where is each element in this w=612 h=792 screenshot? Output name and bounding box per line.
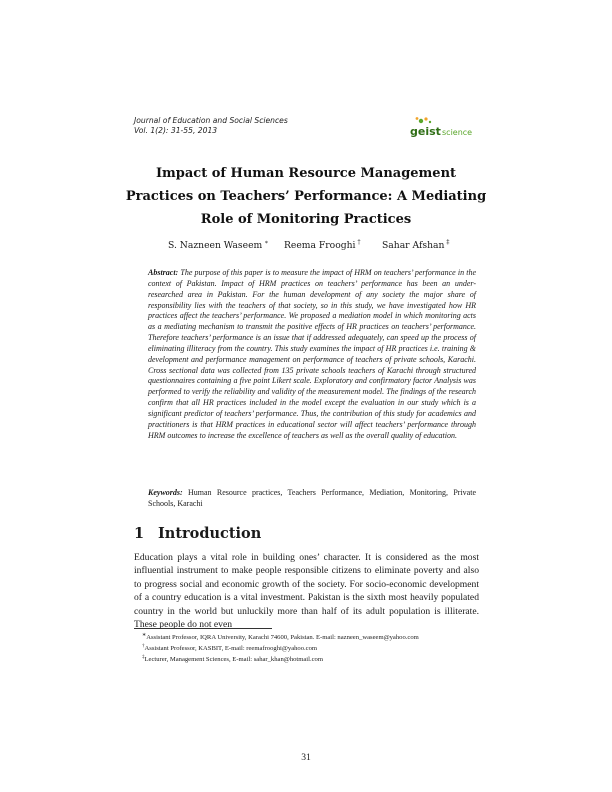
keywords-label: Keywords: (148, 488, 183, 497)
author-mark: † (357, 239, 361, 246)
journal-volume: Vol. 1(2): 31-55, 2013 (134, 126, 218, 135)
journal-header (134, 116, 288, 136)
footnote-rule (134, 628, 272, 629)
author-2 (284, 239, 360, 251)
author-mark: ∗ (264, 239, 269, 246)
footnote-text: Assistant Professor, IQRA University, Karachi 74600, Pakistan. E-mail: nazneen_waseem@yahoo.com (146, 634, 419, 642)
author-list (134, 239, 479, 253)
footnotes (134, 632, 479, 664)
keywords (148, 488, 476, 510)
geist-science-logo (409, 114, 481, 144)
logo-text: geist (410, 125, 441, 138)
author-name: S. Nazneen Waseem (168, 240, 263, 251)
body-paragraph: Education plays a vital role in building ones’ character. It is considered as the most influential instrument to make people responsible citizens to eliminate poverty and also to progress social and economic growth of the society. For socio-economic development of a country education is a vital investment. Pakistan is the sixth most heavily populated country in the world but unluckily more than half of its adult population is illiterate. These people do not even (134, 552, 479, 631)
author-3 (382, 239, 449, 251)
footnote-text: Assistant Professor, KASBIT, E-mail: reemafrooghi@yahoo.com (144, 644, 318, 652)
abstract-text: The purpose of this paper is to measure the impact of HRM on teachers’ performance in the context of Pakistan. Impact of HRM practices on teachers’ performance has been an under-researched area in Pakistan. For the human development of any society the major share of responsibility lies with the teachers of that society, so in this study, we have investigated how HR practices affect the teachers’ performance. We proposed a mediation model in which monitoring acts as a mediating mechanism to transmit the positive effects of HR practices on teachers’ performance. Therefore teachers’ performance is an issue that if addressed adequately, can speed up the process of eliminating illiteracy from the country. This study examines the impact of HR practices i.e. training & development and performance management on performance of teachers of private schools, Karachi. Cross sectional data was collected from 135 private schools teachers of Karachi through structured questionnaires containing a five point Likert scale. Exploratory and confirmatory factor Analysis was performed to verify the reliability and validity of the measurement model. The findings of the research confirm that all HR practices included in the model except the evaluation in our study which is a significant predictor of teachers’ performance. Thus, the contribution of this study for academics and practitioners is that HRM practices in educational sector will affect teachers’ performance through HRM outcomes to increase the excellence of teachers as well as the overall quality of education. (148, 268, 476, 440)
logo-subtext: science (442, 128, 473, 137)
footnote (134, 632, 479, 643)
logo-mark-icon (416, 117, 432, 123)
abstract (148, 268, 476, 442)
section-number: 1 (134, 525, 145, 542)
footnote-mark: ‡ (142, 654, 145, 660)
author-1 (168, 239, 268, 251)
author-mark: ‡ (446, 239, 450, 246)
section-title: Introduction (158, 525, 262, 542)
abstract-label: Abstract: (148, 268, 179, 277)
footnote (134, 654, 479, 665)
author-name: Reema Frooghi (284, 240, 356, 251)
footnote-mark: † (142, 643, 145, 649)
author-name: Sahar Afshan (382, 240, 445, 251)
footnote-text: Lecturer, Management Sciences, E-mail: sahar_khan@hotmail.com (144, 655, 323, 663)
page-number: 31 (301, 752, 311, 763)
section-heading (134, 525, 261, 543)
keywords-text: Human Resource practices, Teachers Performance, Mediation, Monitoring, Private Schools, Karachi (148, 488, 477, 508)
paper-title: Impact of Human Resource Management Practices on Teachers’ Performance: A Mediating Role of Monitoring Practices (125, 166, 487, 227)
journal-name: Journal of Education and Social Sciences (134, 116, 288, 125)
footnote (134, 643, 479, 654)
footnote-mark: ∗ (142, 633, 147, 638)
